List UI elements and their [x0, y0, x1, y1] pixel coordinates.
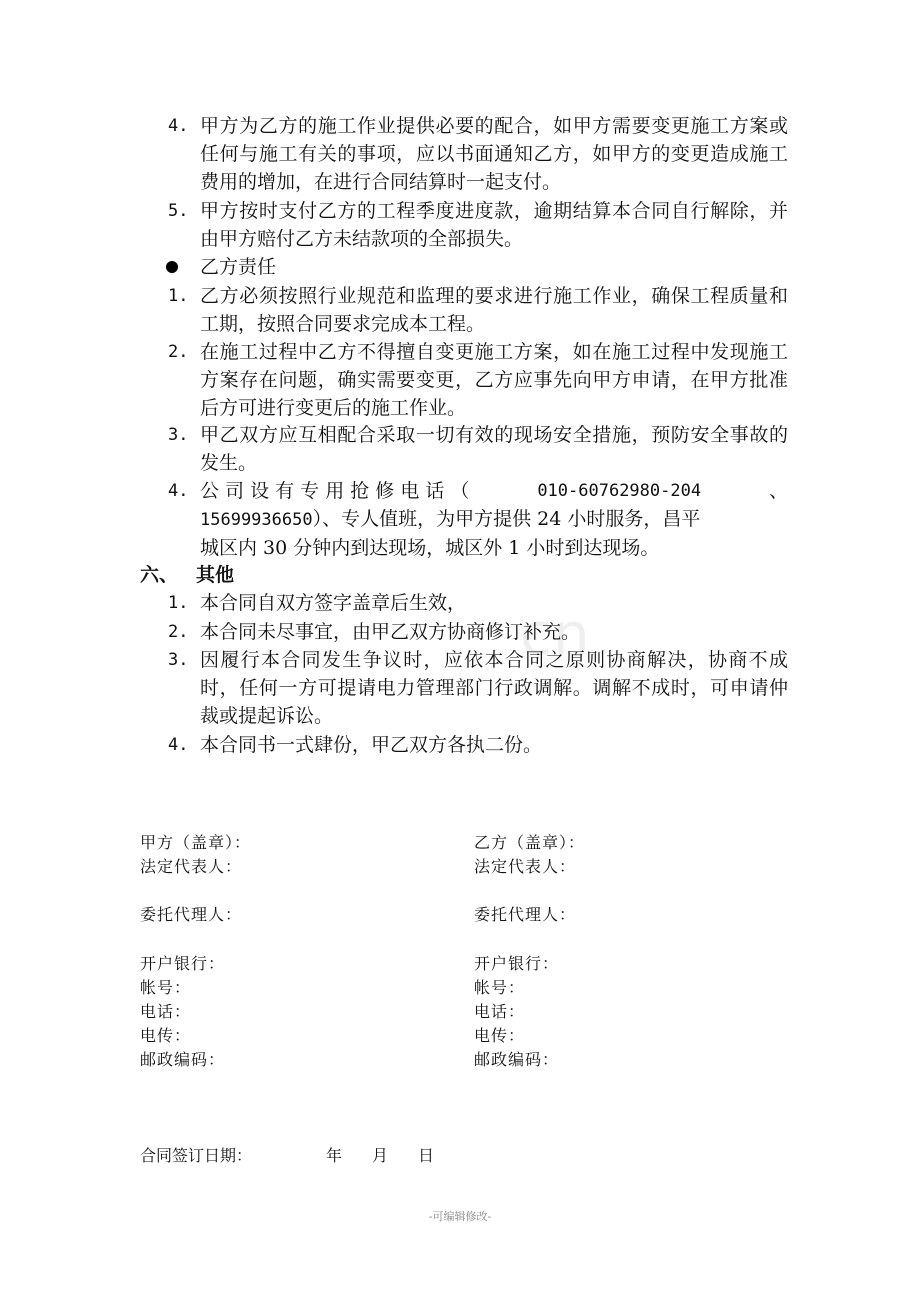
- party-b-item-1: [168, 282, 788, 338]
- party-a-fax-label: 电传：: [140, 1026, 192, 1045]
- bullet-icon: [166, 261, 178, 273]
- party-a-agent-label: 委托代理人：: [140, 905, 243, 924]
- party-b-heading-label: 乙方责任: [200, 256, 277, 278]
- party-b-agent-label: 委托代理人：: [474, 905, 577, 924]
- party-b-seal-label: 乙方（盖章）：: [474, 833, 586, 852]
- party-a-phone-label: 电话：: [140, 1002, 192, 1021]
- party-a-item-5: [168, 197, 788, 253]
- item-number: 4.: [168, 116, 189, 136]
- party-b-phone-label: 电话：: [474, 1002, 526, 1021]
- phone-number-1: 010-60762980-204: [537, 481, 702, 501]
- party-a-seal-label: 甲方（盖章）：: [140, 833, 252, 852]
- party-a-item-4: [168, 112, 788, 196]
- item-number: 4.: [168, 735, 189, 755]
- date-year: 年: [326, 1146, 343, 1165]
- item-number: 2.: [168, 622, 189, 642]
- watermark: cn: [520, 600, 591, 668]
- party-a-bank-label: 开户银行：: [140, 954, 226, 973]
- party-b-item-4: [168, 477, 788, 562]
- date-day: 日: [418, 1146, 435, 1165]
- party-b-bank-label: 开户银行：: [474, 954, 560, 973]
- party-a-account-label: 帐号：: [140, 978, 192, 997]
- section-6-heading: [140, 561, 234, 589]
- contract-date-label: 合同签订日期：: [140, 1146, 253, 1165]
- party-b-account-label: 帐号：: [474, 978, 526, 997]
- page-footer: -可编辑修改-: [428, 1210, 492, 1223]
- item-number: 4.: [168, 481, 189, 501]
- item-text: 本合同自双方签字盖章后生效，: [200, 592, 467, 614]
- date-month: 月: [372, 1146, 389, 1165]
- phone-line-1: [200, 477, 788, 505]
- section-6-item-1: [168, 589, 788, 617]
- item-text: 在施工过程中乙方不得擅自变更施工方案，如在施工过程中发现施工方案存在问题，确实需要变更，乙方应事先向甲方申请，在甲方批准后方可进行变更后的施工作业。: [200, 341, 788, 419]
- phone-line-3: 城区内 30 分钟内到达现场，城区外 1 小时到达现场。: [200, 537, 660, 559]
- item-number: 2.: [168, 342, 189, 362]
- phone-intro: 公 司 设 有 专 用 抢 修 电 话 （: [200, 480, 470, 502]
- section-6-item-3: [168, 646, 788, 730]
- party-b-item-3: [168, 421, 788, 477]
- item-text: 甲乙双方应互相配合采取一切有效的现场安全措施，预防安全事故的发生。: [200, 424, 788, 474]
- service-text: ）、专人值班，为甲方提供 24 小时服务，昌平: [312, 508, 701, 530]
- item-number: 1.: [168, 593, 189, 613]
- section-title: 其他: [196, 564, 235, 586]
- item-text: 乙方必须按照行业规范和监理的要求进行施工作业，确保工程质量和工期，按照合同要求完成本工程。: [200, 285, 788, 335]
- section-6-item-2: [168, 618, 788, 646]
- section-6-item-4: [168, 731, 788, 759]
- item-number: 3.: [168, 650, 189, 670]
- party-b-postcode-label: 邮政编码：: [474, 1050, 560, 1069]
- item-text: 甲方按时支付乙方的工程季度进度款，逾期结算本合同自行解除，并由甲方赔付乙方未结款项的全部损失。: [200, 200, 788, 250]
- party-b-fax-label: 电传：: [474, 1026, 526, 1045]
- item-text: 本合同书一式肆份，甲乙双方各执二份。: [200, 734, 543, 756]
- item-text: 本合同未尽事宜，由甲乙双方协商修订补充。: [200, 621, 581, 643]
- party-a-legal-rep-label: 法定代表人：: [140, 857, 243, 876]
- item-number: 5.: [168, 201, 189, 221]
- item-text: [200, 477, 788, 562]
- item-text: 甲方为乙方的施工作业提供必要的配合，如甲方需要变更施工方案或任何与施工有关的事项，应以书面通知乙方，如甲方的变更造成施工费用的增加，在进行合同结算时一起支付。: [200, 115, 788, 193]
- section-number: 六、: [140, 564, 179, 586]
- phone-line-2: [200, 505, 788, 534]
- phone-number-2: 15699936650: [200, 510, 313, 530]
- item-number: 1.: [168, 286, 189, 306]
- item-text: 因履行本合同发生争议时，应依本合同之原则协商解决，协商不成时，任何一方可提请电力管理部门行政调解。调解不成时，可申请仲裁或提起诉讼。: [200, 649, 788, 727]
- item-number: 3.: [168, 425, 189, 445]
- party-a-postcode-label: 邮政编码：: [140, 1050, 226, 1069]
- phone-separator: 、: [768, 480, 788, 502]
- party-b-legal-rep-label: 法定代表人：: [474, 857, 577, 876]
- party-b-item-2: [168, 338, 788, 422]
